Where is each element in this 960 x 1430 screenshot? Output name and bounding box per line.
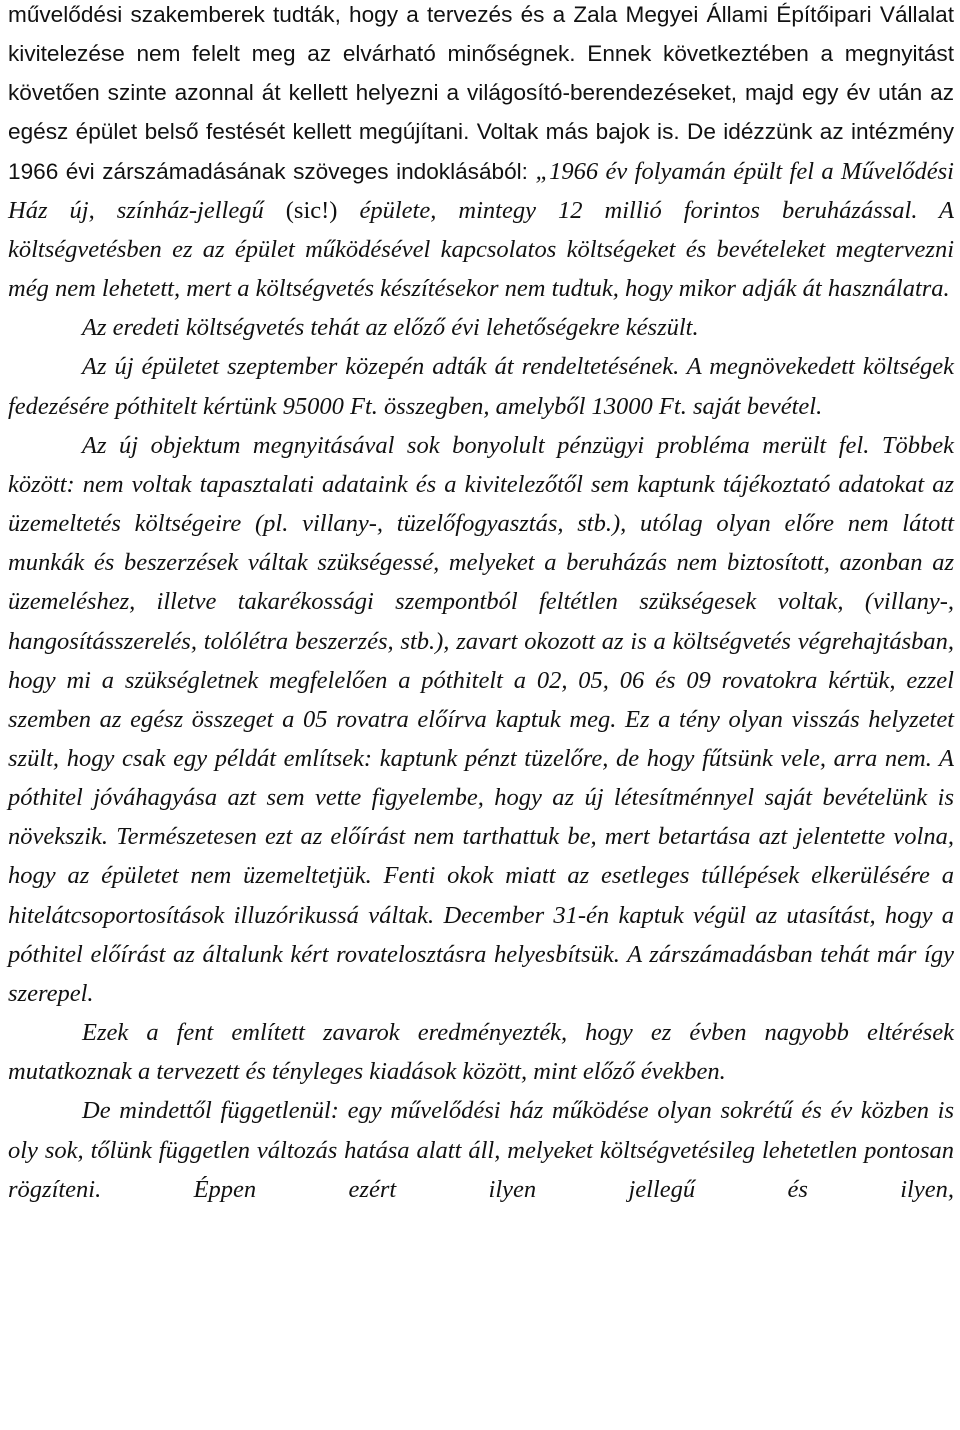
paragraph-6: De mindettől függetlenül: egy művelődési ház működése olyan sokrétű és év közben is oly sok, tőlünk független változás hatása alatt áll, melyeket költségvetésileg lehetetlen pontosan rögzíteni. Éppen ezért ilyen jellegű és ilyen, xyxy=(8,1097,954,1203)
paragraph-2: Az eredeti költségvetés tehát az előző évi lehetőségekre készült. xyxy=(82,314,699,342)
paragraph-3: Az új épületet szeptember közepén adták át rendeltetésének. A megnövekedett költségek fedezésére póthitelt kértünk 95000 Ft. összegben, amelyből 13000 Ft. saját bevétel. xyxy=(8,353,954,420)
paragraph-1-intro: művelődési szakemberek tudták, hogy a tervezés és a Zala Megyei Állami Építőipari Vállalat kivitelezése nem felelt meg az elvárható minőségnek. Ennek következtében a megnyitást követően szinte azonnal át kellett helyezni a világosító-berendezéseket, majd egy év után az egész épület belső festését kellett megújítani. Voltak más bajok is. xyxy=(8,2,954,145)
document-body xyxy=(8,0,954,1209)
paragraph-5: Ezek a fent említett zavarok eredményezték, hogy ez évben nagyobb eltérések mutatkoznak a tervezett és tényleges kiadások között, mint előző években. xyxy=(8,1019,954,1086)
paragraph-1-quote-lead: De idézzünk az intézmény 1966 évi zárszámadásának szöveges indoklásából: xyxy=(8,119,954,184)
quote-part-2: épülete, mintegy 12 millió forintos beruházással. A költségvetésben ez az épület működésével kapcsolatos költségeket és bevételeket megtervezni még nem lehetett, mert a költségvetés készítésekor nem tudtuk, hogy mikor adják át használatra. xyxy=(8,196,955,303)
quote-sic: (sic!) xyxy=(285,196,360,224)
paragraph-4: Az új objektum megnyitásával sok bonyolult pénzügyi probléma merült fel. Többek között: nem voltak tapasztalati adataink és a kivitelezőtől sem kaptunk tájékoztató adatokat az üzemeltetés költségeire (pl. villany-, tüzelőfogyasztás, stb.), utólag olyan előre nem látott munkák és beszerzések váltak szükségessé, melyeket a beruházás nem biztosított, azonban az üzemeléshez, illetve takarékossági szempontból feltétlen szükségesek voltak, (villany-, hangosításszerelés, tolólétra beszerzés, stb.), zavart okozott az is a költségvetés végrehajtásban, hogy mi a szükségletnek megfelelően a póthitelt a 02, 05, 06 és 09 rovatokra kértük, ezzel szemben az egész összeget a 05 rovatra előírva kaptuk meg. Ez a tény olyan visszás helyzetet szült, hogy csak egy példát említsek: kaptunk pénzt tüzelőre, de hogy fűtsünk vele, arra nem. A póthitel jóváhagyása azt sem vette figyelembe, hogy az új létesítménnyel saját bevételünk is növekszik. Természetesen ezt az előírást nem tarthattuk be, mert betartása azt jelentette volna, hogy az épületet nem üzemeltetjük. Fenti okok miatt az esetleges túllépések elkerülésére a hitelátcsoportosítások illuzórikussá váltak. December 31-én kaptuk végül az utasítást, hogy a póthitel előírást az általunk kért rovatelosztásra helyesbítsük. A zárszámadásban tehát már így szerepel. xyxy=(8,431,954,1007)
paragraph-1 xyxy=(8,0,954,308)
quote-part-1: „1966 év folyamán épült fel a Művelődési Ház új, színház-jellegű xyxy=(8,157,954,224)
